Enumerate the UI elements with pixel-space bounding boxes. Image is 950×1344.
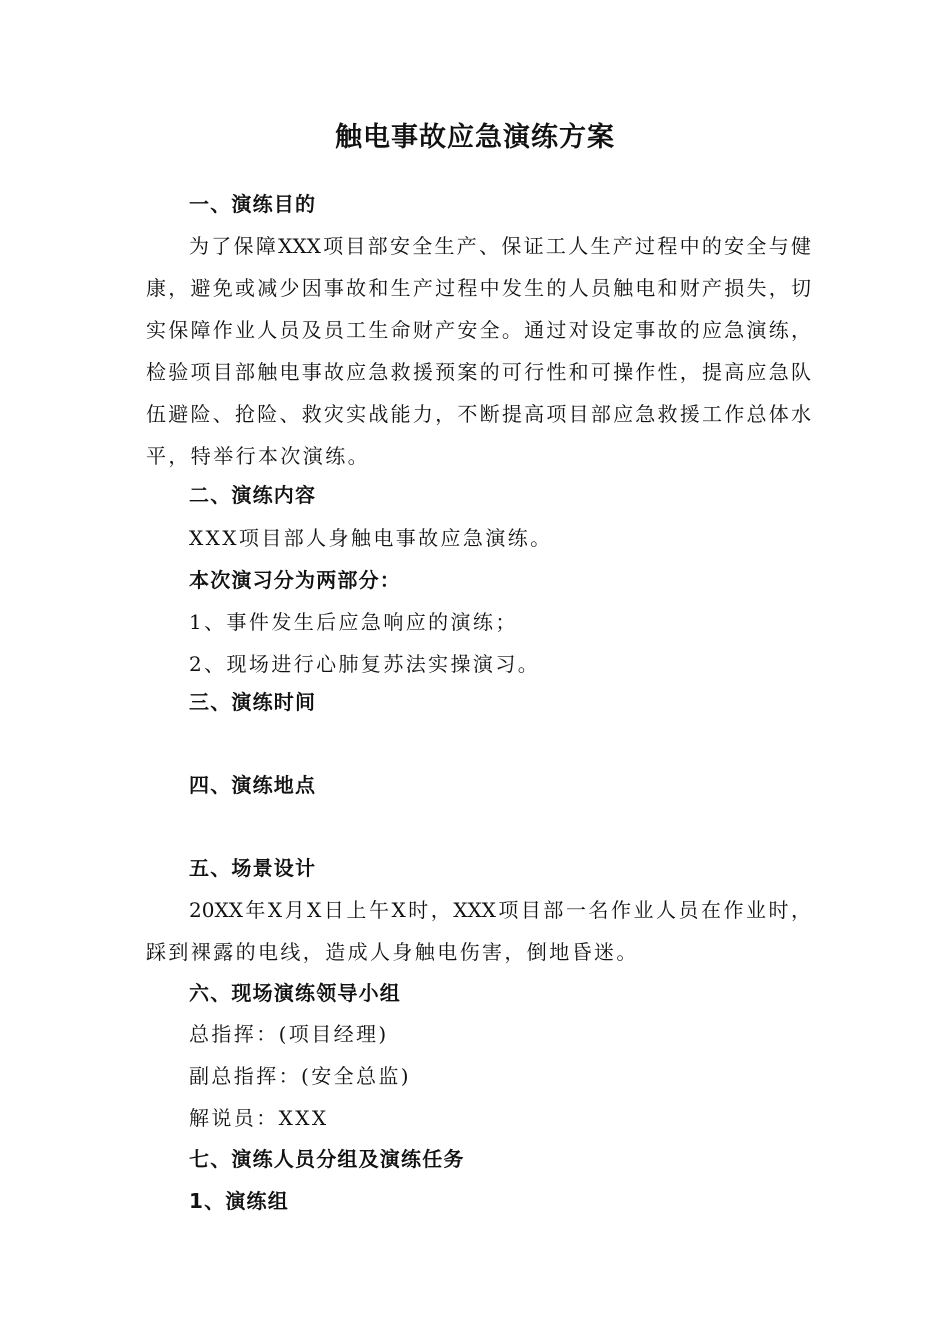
- paragraph-line: 实保障作业人员及员工生命财产安全。通过对设定事故的应急演练，: [146, 318, 811, 342]
- role-narrator: 解说员：XXX: [189, 1106, 329, 1130]
- paragraph-line: 检验项目部触电事故应急救援预案的可行性和可操作性，提高应急队: [146, 360, 811, 384]
- group-subheading: 1、演练组: [189, 1189, 289, 1213]
- list-item: 1、事件发生后应急响应的演练；: [189, 610, 518, 634]
- section-heading-content: 二、演练内容: [189, 483, 317, 507]
- content-text: XXX项目部人身触电事故应急演练。: [189, 526, 553, 550]
- role-deputy-commander: 副总指挥：(安全总监): [189, 1064, 412, 1088]
- paragraph-line: 踩到裸露的电线，造成人身触电伤害，倒地昏迷。: [146, 940, 639, 964]
- document-title: 触电事故应急演练方案: [335, 122, 615, 153]
- role-commander: 总指挥：(项目经理): [189, 1022, 389, 1046]
- list-item: 2、现场进行心肺复苏法实操演习。: [189, 652, 541, 676]
- section-heading-location: 四、演练地点: [189, 773, 317, 797]
- content-subheading: 本次演习分为两部分：: [189, 568, 401, 592]
- section-heading-leadership: 六、现场演练领导小组: [189, 981, 401, 1005]
- section-heading-scenario: 五、场景设计: [189, 856, 317, 880]
- section-heading-groups: 七、演练人员分组及演练任务: [189, 1147, 465, 1171]
- paragraph-line: 平，特举行本次演练。: [146, 444, 370, 468]
- section-heading-time: 三、演练时间: [189, 690, 317, 714]
- paragraph-line: 伍避险、抢险、救灾实战能力，不断提高项目部应急救援工作总体水: [146, 402, 811, 426]
- paragraph-line: 为了保障XXX项目部安全生产、保证工人生产过程中的安全与健: [189, 234, 811, 258]
- section-heading-purpose: 一、演练目的: [189, 192, 317, 216]
- paragraph-line: 20XX年X月X日上午X时，XXX项目部一名作业人员在作业时，: [189, 898, 811, 922]
- paragraph-line: 康，避免或减少因事故和生产过程中发生的人员触电和财产损失，切: [146, 276, 811, 300]
